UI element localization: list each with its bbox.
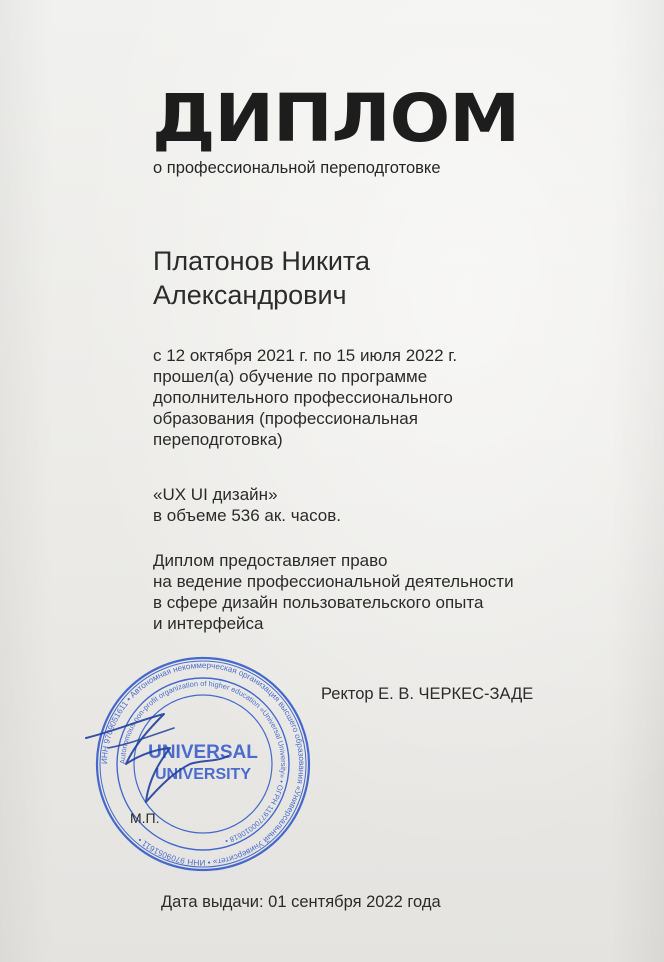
program-hours: в объеме 536 ак. часов. (153, 506, 341, 525)
program-paragraph (153, 484, 341, 526)
recipient-name-line2: Александрович (153, 280, 347, 310)
seal-inner-text: Autonomous non-profit organization of higher education «Universal University» • ОГРН 1197700010618 • (117, 678, 289, 846)
seal-logo-line2: UNIVERSITY (154, 766, 252, 783)
rector-signature-line: Ректор Е. В. ЧЕРКЕС-ЗАДЕ (321, 685, 534, 703)
seal-outer-text: ИНН 9709051611 • Автономная некоммерческая организация высшего образования «Универсальный Университет» • ИНН 9709051611 • (99, 660, 307, 868)
recipient-name (153, 244, 370, 312)
training-line: с 12 октября 2021 г. по 15 июля 2022 г. (153, 346, 458, 365)
program-name: «UX UI дизайн» (153, 485, 278, 504)
document-title: ДИПЛОМ (152, 80, 520, 157)
training-paragraph (153, 345, 457, 450)
document-subtitle: о профессиональной переподготовке (153, 159, 441, 177)
recipient-name-line1: Платонов Никита (153, 246, 370, 276)
training-line: дополнительного профессионального (153, 388, 453, 407)
rights-line: на ведение профессиональной деятельности (153, 572, 514, 591)
rights-line: и интерфейса (153, 614, 264, 633)
rights-line: в сфере дизайн пользовательского опыта (153, 593, 484, 612)
rights-line: Диплом предоставляет право (153, 551, 388, 570)
rights-paragraph (153, 550, 514, 634)
training-line: прошел(а) обучение по программе (153, 367, 428, 386)
training-line: образования (профессиональная (153, 409, 418, 428)
seal-logo-line1: UNIVERSAL (148, 742, 258, 763)
stamp-place-label: М.П. (130, 810, 160, 826)
issue-date: Дата выдачи: 01 сентября 2022 года (161, 893, 441, 911)
handwritten-signature (78, 690, 258, 810)
training-line: переподготовка) (153, 430, 283, 449)
